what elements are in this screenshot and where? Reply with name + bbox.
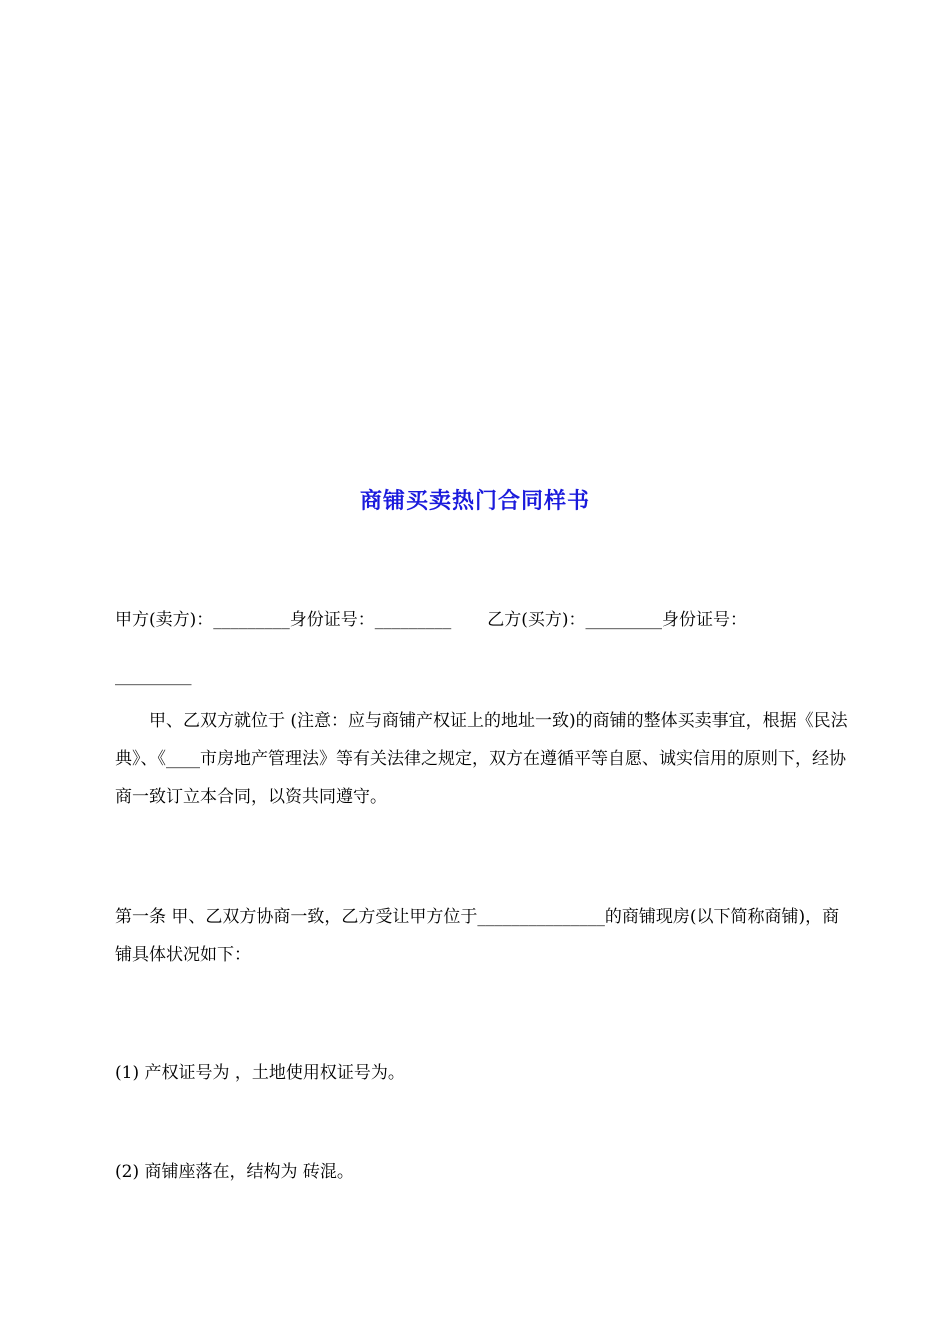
parties-line (115, 608, 835, 632)
article-1-item-1: (1) 产权证号为 ，土地使用权证号为。 (115, 1063, 405, 1083)
preamble-paragraph: 甲、乙双方就位于 (注意：应与商铺产权证上的地址一致)的商铺的整体买卖事宜，根据《民法典》、《____市房地产管理法》等有关法律之规定，双方在遵循平等自愿、诚实信用的原则下，经协商一致订立本合同，以资共同遵守。 (115, 711, 848, 807)
party-b-label: 乙方(买方)：_________身份证号： (487, 610, 748, 630)
document-title: 商铺买卖热门合同样书 (359, 489, 590, 514)
article-1-item-2: (2) 商铺座落在，结构为 砖混。 (115, 1162, 354, 1182)
party-b-id-blank: _________ (115, 666, 192, 686)
party-a-label: 甲方(卖方)：_________身份证号：_________ (115, 610, 452, 630)
article-1-paragraph: 第一条 甲、乙双方协商一致，乙方受让甲方位于_______________的商铺现房(以下简称商铺)，商铺具体状况如下： (115, 907, 840, 965)
